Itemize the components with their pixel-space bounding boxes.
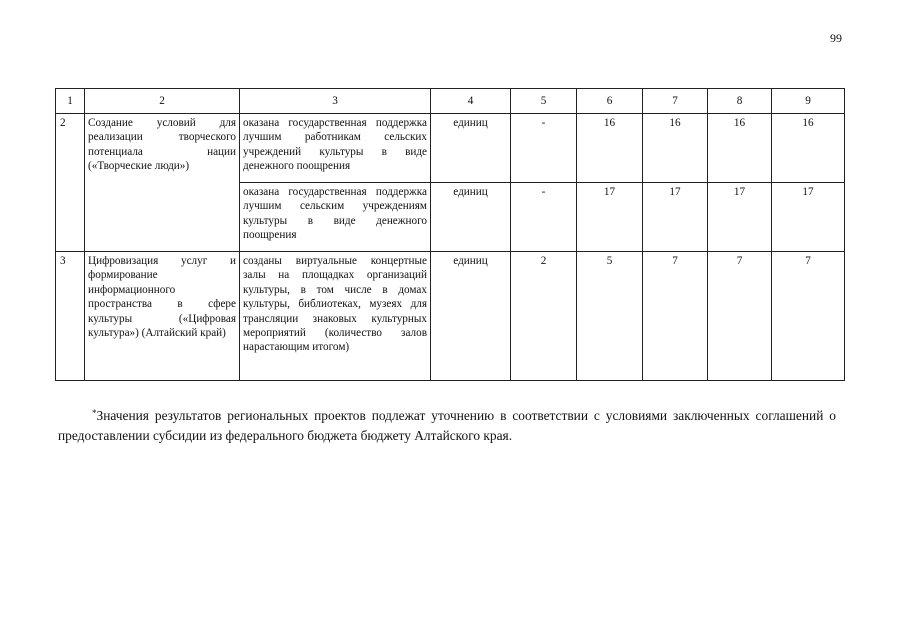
row-number: 2 <box>56 114 85 252</box>
result-description: оказана государственная поддержка лучшим сельским учреждениям культуры в виде денежного поощрения <box>240 183 431 252</box>
column-header: 1 <box>56 89 85 114</box>
value-cell: 17 <box>772 183 845 252</box>
value-cell: 16 <box>772 114 845 183</box>
unit-cell: единиц <box>431 252 511 381</box>
value-cell: 17 <box>577 183 643 252</box>
value-cell: 5 <box>577 252 643 381</box>
column-header: 6 <box>577 89 643 114</box>
value-cell: 7 <box>708 252 772 381</box>
base-value-cell: 2 <box>511 252 577 381</box>
value-cell: 7 <box>643 252 708 381</box>
row-number: 3 <box>56 252 85 381</box>
column-header: 4 <box>431 89 511 114</box>
project-name: Создание условий для реализации творческого потенциала нации («Творческие люди») <box>85 114 240 252</box>
column-header: 8 <box>708 89 772 114</box>
table-row <box>56 114 845 183</box>
project-name: Цифровизация услуг и формирование информационного пространства в сфере культуры («Цифровая культура») (Алтайский край) <box>85 252 240 381</box>
value-cell: 17 <box>643 183 708 252</box>
value-cell: 16 <box>643 114 708 183</box>
column-header: 7 <box>643 89 708 114</box>
footnote <box>58 403 836 446</box>
value-cell: 17 <box>708 183 772 252</box>
table-row <box>56 252 845 381</box>
result-description: созданы виртуальные концертные залы на площадках организаций культуры, в том числе в домах культуры, библиотеках, музеях для трансляции знаковых культурных мероприятий (количество залов нарастающим итогом) <box>240 252 431 381</box>
footnote-text: Значения результатов региональных проектов подлежат уточнению в соответствии с условиями заключенных соглашений о предоставлении субсидии из федерального бюджета бюджету Алтайского края. <box>58 408 836 443</box>
footnote-marker: * <box>92 408 97 418</box>
value-cell: 16 <box>577 114 643 183</box>
base-value-cell: - <box>511 183 577 252</box>
column-header: 9 <box>772 89 845 114</box>
base-value-cell: - <box>511 114 577 183</box>
page-number: 99 <box>830 31 842 45</box>
column-header: 3 <box>240 89 431 114</box>
table-header-row <box>56 89 845 114</box>
value-cell: 16 <box>708 114 772 183</box>
unit-cell: единиц <box>431 183 511 252</box>
column-header: 5 <box>511 89 577 114</box>
value-cell: 7 <box>772 252 845 381</box>
result-description: оказана государственная поддержка лучшим работникам сельских учреждений культуры в виде денежного поощрения <box>240 114 431 183</box>
unit-cell: единиц <box>431 114 511 183</box>
results-table <box>55 88 845 381</box>
column-header: 2 <box>85 89 240 114</box>
